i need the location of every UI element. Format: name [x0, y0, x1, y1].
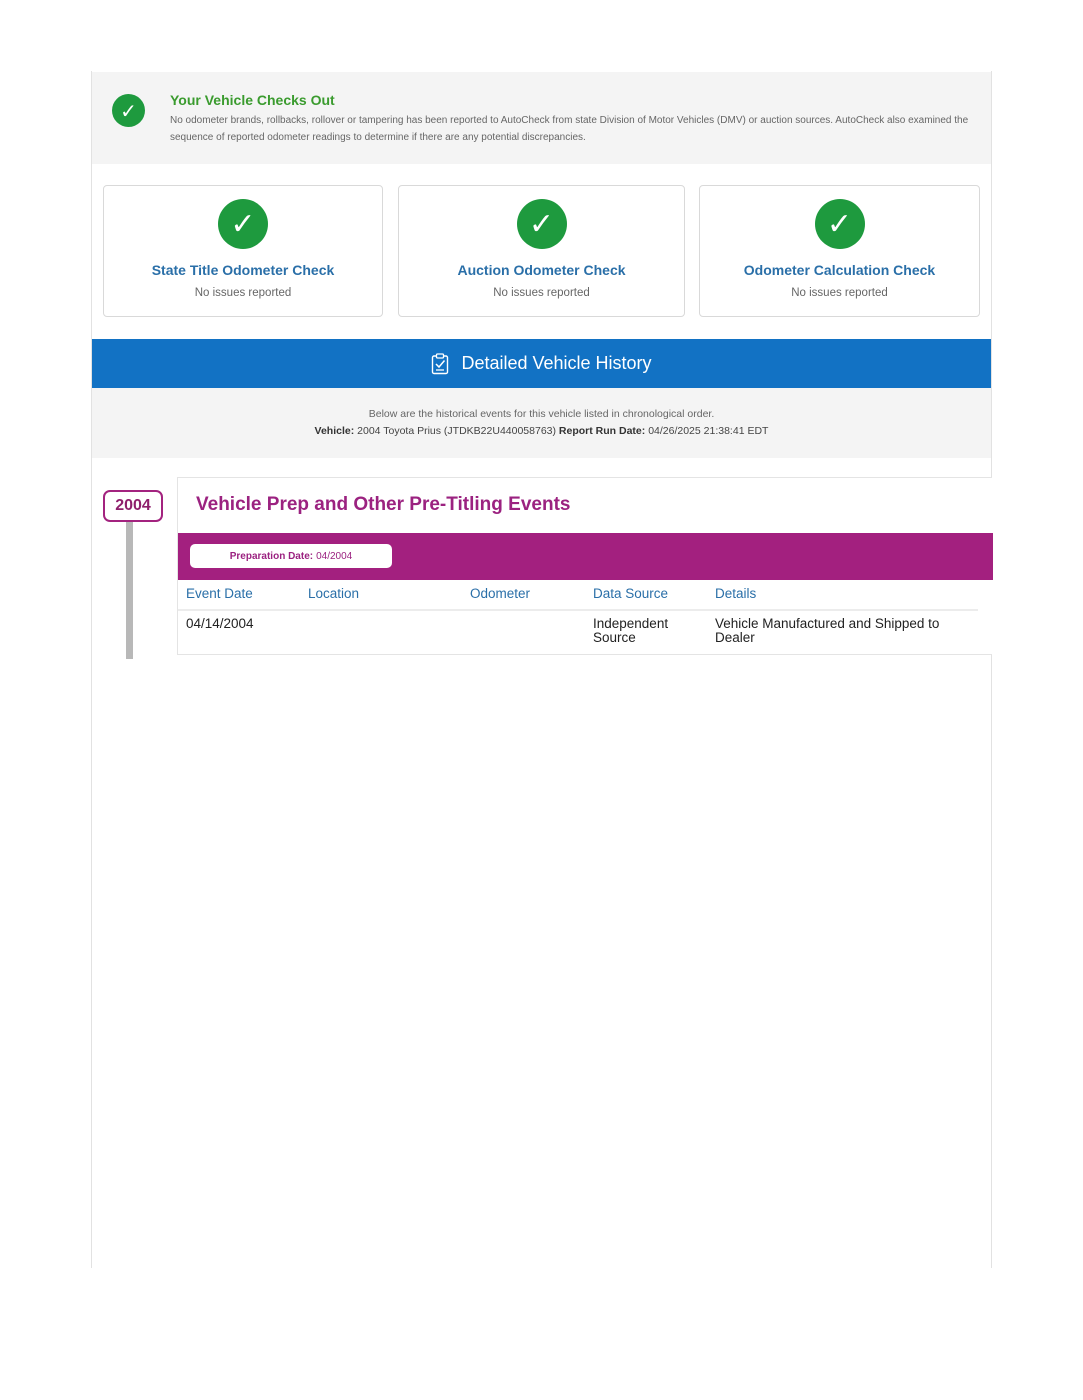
header-divider	[178, 609, 978, 611]
run-date-label: Report Run Date:	[558, 425, 646, 437]
event-section	[177, 477, 992, 655]
check-card-auction	[398, 185, 685, 317]
summary-text: No odometer brands, rollbacks, rollover or tampering has been reported to AutoCheck from state Division of Motor Vehicles (DMV) or auction sources. AutoCheck also examined the sequence of reported odometer readings to determine if there are any potential discrepancies.	[170, 115, 969, 143]
preparation-date-label: Preparation Date:	[229, 550, 314, 562]
event-section-bar	[178, 533, 993, 580]
history-info	[92, 388, 991, 458]
cell-event-date: 04/14/2004	[186, 616, 254, 631]
history-title: Detailed Vehicle History	[461, 353, 652, 373]
check-circle-icon: ✓	[815, 199, 865, 249]
check-card-status: No issues reported	[493, 287, 590, 299]
timeline-line	[126, 522, 133, 659]
check-circle-icon: ✓	[112, 94, 145, 127]
vehicle-label: Vehicle:	[314, 425, 355, 437]
preparation-date-pill	[190, 544, 392, 568]
column-header-odometer: Odometer	[470, 586, 531, 601]
column-header-details: Details	[715, 586, 757, 601]
check-card-status: No issues reported	[791, 287, 888, 299]
event-section-title: Vehicle Prep and Other Pre-Titling Events	[196, 494, 571, 515]
check-card-title: State Title Odometer Check	[151, 262, 335, 278]
check-card-status: No issues reported	[194, 287, 292, 299]
check-card-title: Odometer Calculation Check	[743, 262, 936, 278]
check-circle-icon: ✓	[218, 199, 268, 249]
clipboard-check-icon	[431, 353, 449, 375]
cell-data-source: Independent Source	[593, 616, 669, 645]
check-card-odometer-calculation	[699, 185, 980, 317]
column-header-event-date: Event Date	[186, 586, 253, 601]
report-meta	[92, 425, 991, 437]
column-header-data-source: Data Source	[593, 586, 669, 601]
column-header-location: Location	[308, 586, 360, 601]
summary-title: Your Vehicle Checks Out	[170, 92, 335, 108]
history-header	[92, 339, 991, 388]
check-card-title: Auction Odometer Check	[457, 262, 626, 278]
cell-details: Vehicle Manufactured and Shipped to Dealer	[715, 616, 940, 645]
check-card-state-title	[103, 185, 383, 317]
vehicle-value: 2004 Toyota Prius (JTDKB22U440058763)	[357, 425, 556, 437]
check-circle-icon: ✓	[517, 199, 567, 249]
run-date-value: 04/26/2025 21:38:41 EDT	[648, 425, 769, 437]
history-intro: Below are the historical events for this vehicle listed in chronological order.	[368, 408, 715, 420]
year-badge: 2004	[103, 490, 163, 522]
preparation-date-value: 04/2004	[316, 550, 353, 562]
